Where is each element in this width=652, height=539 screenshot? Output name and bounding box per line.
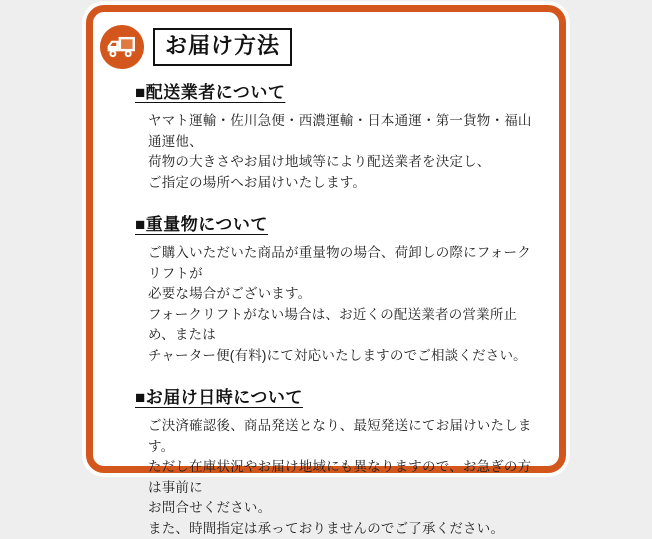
section-line: ご決済確認後、商品発送となり、最短発送にてお届けいたします。 bbox=[148, 418, 532, 454]
section-line: 必要な場合がございます。 bbox=[148, 286, 312, 302]
section-line: ご指定の場所へお届けいたします。 bbox=[148, 174, 367, 190]
section-heading: ■お届け日時について bbox=[135, 388, 303, 408]
delivery-info-panel bbox=[86, 5, 566, 536]
section-body bbox=[135, 243, 541, 366]
section-line: ただし在庫状況やお届け地域にも異なりますので、お急ぎの方は事前に bbox=[148, 459, 532, 495]
page-title: お届け方法 bbox=[153, 28, 292, 65]
section-heading: ■配送業者について bbox=[135, 83, 286, 102]
section-line: フォークリフトがない場合は、お近くの配送業者の営業所止め、または bbox=[148, 306, 518, 343]
section-heavy-items bbox=[135, 210, 541, 366]
section-heading: ■重量物について bbox=[135, 215, 268, 235]
section-line: お問合せください。 bbox=[148, 500, 272, 516]
section-line: ご購入いただいた商品が重量物の場合、荷卸しの際にフォークリフトが bbox=[148, 245, 531, 281]
section-body bbox=[135, 111, 541, 193]
sections-container bbox=[93, 70, 559, 539]
section-body bbox=[135, 416, 541, 539]
section-line: ヤマト運輸・佐川急便・西濃運輸・日本通運・第一貨物・福山通運他、 bbox=[148, 113, 532, 149]
section-line: 荷物の大きさやお届け地域等により配送業者を決定し、 bbox=[148, 154, 491, 170]
section-delivery-date bbox=[135, 383, 541, 539]
section-line: チャーター便(有料)にて対応いたしますのでご相談ください。 bbox=[148, 347, 527, 363]
section-line: また、時間指定は承っておりませんのでご了承ください。 bbox=[148, 520, 505, 536]
section-carriers bbox=[135, 78, 541, 193]
truck-icon bbox=[99, 24, 145, 70]
panel-header bbox=[99, 24, 559, 70]
